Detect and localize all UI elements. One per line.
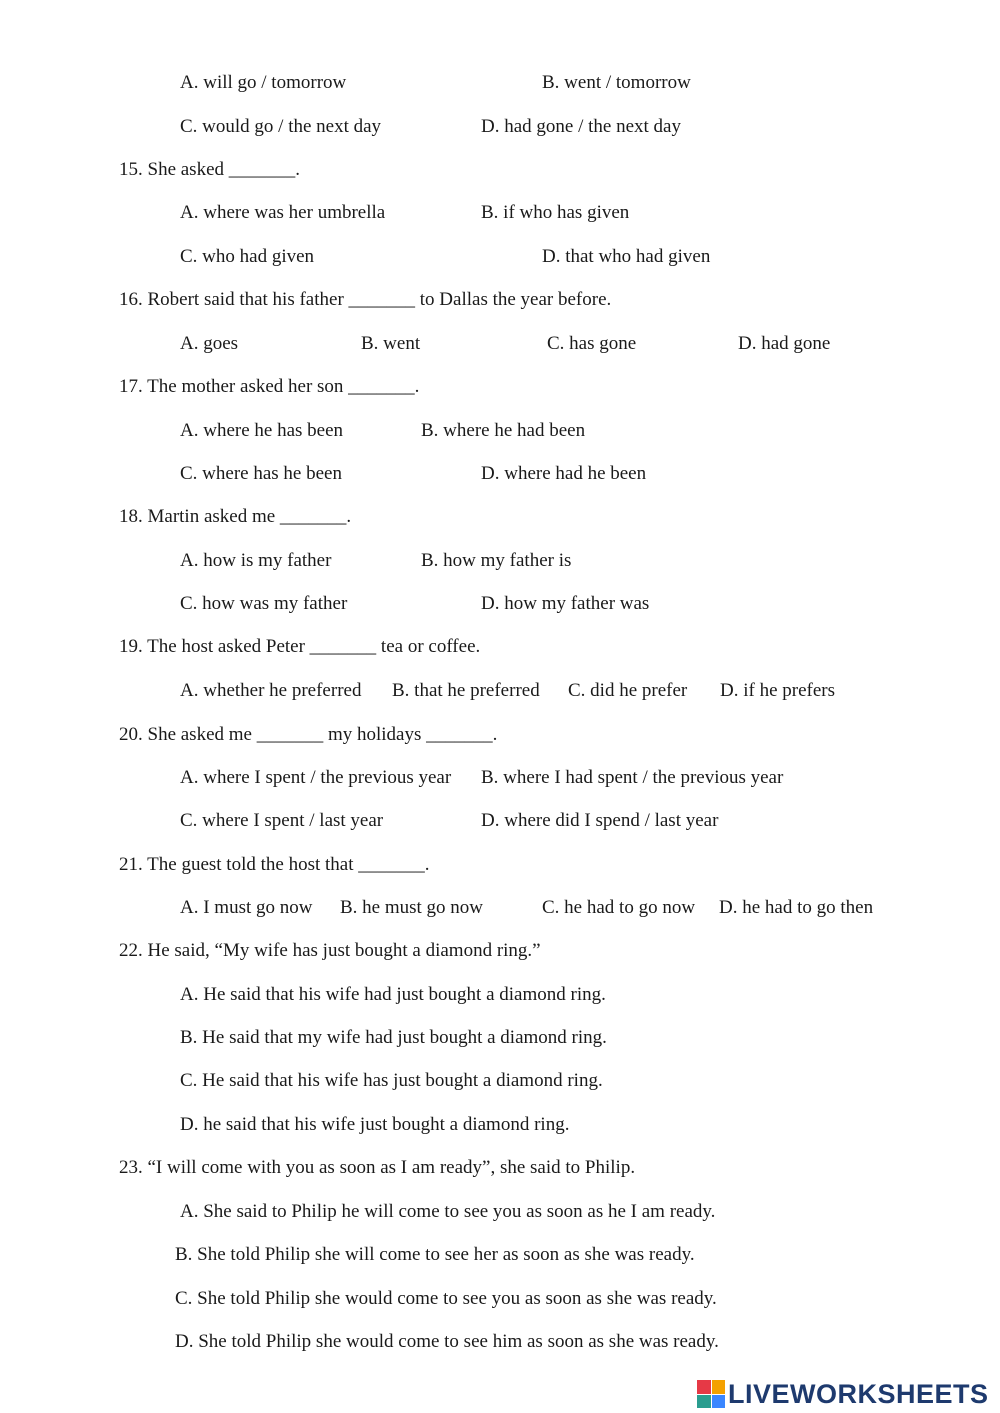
q16-option-d[interactable]: D. had gone	[738, 333, 831, 354]
q18-option-b[interactable]: B. how my father is	[421, 550, 572, 571]
q23-stem: 23. “I will come with you as soon as I am ready”, she said to Philip.	[119, 1157, 636, 1178]
q16-option-b[interactable]: B. went	[361, 333, 421, 354]
q14-option-c[interactable]: C. would go / the next day	[180, 116, 382, 137]
q18-option-d[interactable]: D. how my father was	[481, 593, 650, 614]
q19-option-b[interactable]: B. that he preferred	[392, 680, 540, 701]
q20-option-c[interactable]: C. where I spent / last year	[180, 810, 384, 831]
q14-option-b[interactable]: B. went / tomorrow	[542, 72, 691, 93]
q16-stem: 16. Robert said that his father _______ to Dallas the year before.	[119, 289, 612, 310]
q23-option-b[interactable]: B. She told Philip she will come to see her as soon as she was ready.	[175, 1244, 695, 1265]
q22-option-b[interactable]: B. He said that my wife had just bought a diamond ring.	[180, 1027, 607, 1048]
liveworksheets-logo	[697, 1378, 989, 1410]
q23-option-d[interactable]: D. She told Philip she would come to see him as soon as she was ready.	[175, 1331, 719, 1352]
q20-stem: 20. She asked me _______ my holidays _______.	[119, 724, 498, 745]
q19-option-c[interactable]: C. did he prefer	[568, 680, 688, 701]
q21-option-c[interactable]: C. he had to go now	[542, 897, 696, 918]
q21-option-a[interactable]: A. I must go now	[180, 897, 313, 918]
logo-tile-teal	[697, 1395, 711, 1409]
q17-stem: 17. The mother asked her son _______.	[119, 376, 420, 397]
q18-stem: 18. Martin asked me _______.	[119, 506, 352, 527]
q21-option-d[interactable]: D. he had to go then	[719, 897, 874, 918]
q22-option-c[interactable]: C. He said that his wife has just bought a diamond ring.	[180, 1070, 603, 1091]
liveworksheets-mark-icon	[697, 1380, 725, 1408]
logo-tile-red	[697, 1380, 711, 1394]
q20-option-d[interactable]: D. where did I spend / last year	[481, 810, 719, 831]
q20-option-a[interactable]: A. where I spent / the previous year	[180, 767, 452, 788]
q15-option-a[interactable]: A. where was her umbrella	[180, 202, 386, 223]
q22-stem: 22. He said, “My wife has just bought a diamond ring.”	[119, 940, 541, 961]
q17-option-b[interactable]: B. where he had been	[421, 420, 586, 441]
q19-stem: 19. The host asked Peter _______ tea or coffee.	[119, 636, 481, 657]
q18-option-c[interactable]: C. how was my father	[180, 593, 348, 614]
q18-option-a[interactable]: A. how is my father	[180, 550, 332, 571]
q22-option-a[interactable]: A. He said that his wife had just bought a diamond ring.	[180, 984, 606, 1005]
q15-stem: 15. She asked _______.	[119, 159, 301, 180]
q19-option-d[interactable]: D. if he prefers	[720, 680, 836, 701]
q14-option-a[interactable]: A. will go / tomorrow	[180, 72, 347, 93]
q21-option-b[interactable]: B. he must go now	[340, 897, 484, 918]
q14-option-d[interactable]: D. had gone / the next day	[481, 116, 681, 137]
q23-option-a[interactable]: A. She said to Philip he will come to see you as soon as he I am ready.	[180, 1201, 716, 1222]
logo-tile-blue	[712, 1395, 726, 1409]
logo-tile-orange	[712, 1380, 726, 1394]
q21-stem: 21. The guest told the host that _______.	[119, 854, 430, 875]
q16-option-c[interactable]: C. has gone	[547, 333, 637, 354]
q20-option-b[interactable]: B. where I had spent / the previous year	[481, 767, 784, 788]
q19-option-a[interactable]: A. whether he preferred	[180, 680, 362, 701]
q16-option-a[interactable]: A. goes	[180, 333, 239, 354]
q15-option-c[interactable]: C. who had given	[180, 246, 315, 267]
q15-option-b[interactable]: B. if who has given	[481, 202, 630, 223]
q15-option-d[interactable]: D. that who had given	[542, 246, 711, 267]
q22-option-d[interactable]: D. he said that his wife just bought a diamond ring.	[180, 1114, 570, 1135]
q23-option-c[interactable]: C. She told Philip she would come to see you as soon as she was ready.	[175, 1288, 717, 1309]
liveworksheets-wordmark: LIVEWORKSHEETS	[728, 1378, 989, 1409]
q17-option-d[interactable]: D. where had he been	[481, 463, 647, 484]
q17-option-a[interactable]: A. where he has been	[180, 420, 344, 441]
q17-option-c[interactable]: C. where has he been	[180, 463, 342, 484]
